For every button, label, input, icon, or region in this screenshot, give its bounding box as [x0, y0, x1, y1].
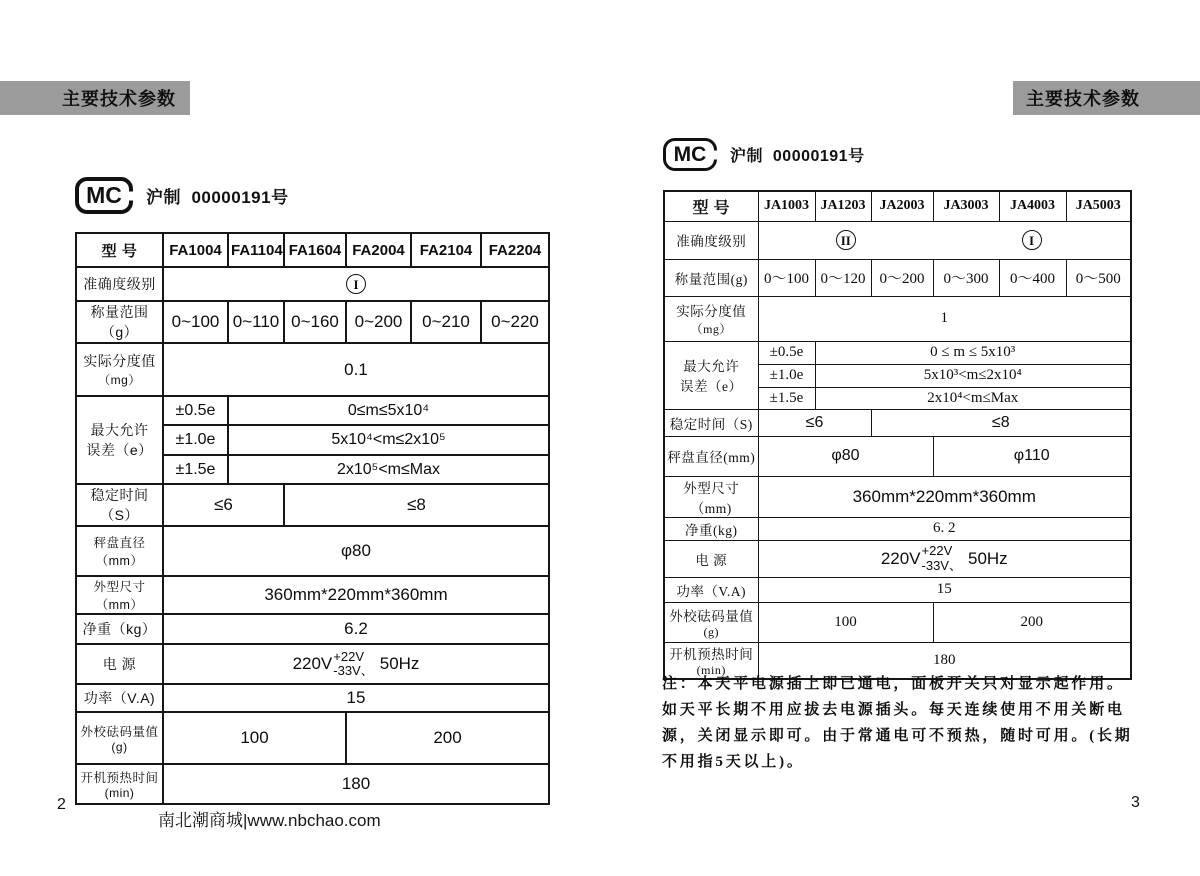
power-frequency: 50Hz — [967, 548, 1008, 568]
table-row — [76, 301, 549, 343]
row-label-dimensions: 外型尺寸（mm) — [664, 476, 758, 517]
power-prefix: 220V — [880, 548, 921, 568]
range-cell: 0~210 — [411, 301, 481, 343]
cal-weight-cell-1: 100 — [758, 602, 933, 642]
table-row — [76, 233, 549, 267]
spec-table-fa-series — [75, 232, 550, 805]
error-key-cell: ±0.5e — [758, 341, 815, 364]
division-label-line2: （mg） — [98, 373, 141, 387]
usage-note — [662, 672, 1140, 776]
row-label-warmup — [76, 764, 163, 804]
section-header-left — [0, 81, 190, 115]
table-row — [76, 267, 549, 301]
cal-weight-cell-1: 100 — [163, 712, 346, 764]
table-row — [76, 614, 549, 644]
table-row — [664, 476, 1131, 517]
table-row — [76, 684, 549, 712]
row-label-max-error — [664, 341, 758, 409]
row-label-power: 电 源 — [76, 644, 163, 684]
table-row — [76, 526, 549, 576]
division-label-line1: 实际分度值 — [83, 353, 156, 369]
error-key-cell: ±1.5e — [163, 455, 228, 484]
section-title: 主要技术参数 — [1026, 89, 1140, 109]
model-cell: FA1104 — [228, 233, 284, 267]
power-prefix: 220V — [292, 654, 333, 673]
warmup-cell: 180 — [758, 642, 1131, 679]
table-row — [76, 712, 549, 764]
table-row — [76, 644, 549, 684]
mc-logo-icon: MC — [663, 138, 717, 171]
error-value-cell: 2x10⁴<m≤Max — [815, 387, 1131, 409]
power-tolerance-minus: -33V、 — [333, 663, 374, 678]
power-tolerance-plus: +22V — [333, 648, 364, 664]
division-label-line2: （mg） — [690, 322, 732, 336]
row-label-accuracy: 准确度级别 — [664, 221, 758, 259]
section-title: 主要技术参数 — [62, 89, 176, 109]
error-value-cell: 2x10⁵<m≤Max — [228, 455, 549, 484]
row-label-model: 型 号 — [76, 233, 163, 267]
page-number-right: 3 — [1131, 794, 1140, 811]
row-label-division — [76, 343, 163, 396]
accuracy-class-cell-1 — [758, 221, 933, 259]
mc-certification-left — [75, 177, 289, 214]
table-row — [664, 577, 1131, 602]
table-row — [76, 343, 549, 396]
range-cell: 0~160 — [284, 301, 346, 343]
model-cell: JA4003 — [999, 191, 1066, 221]
row-label-weight: 净重（kg） — [76, 614, 163, 644]
division-value-cell: 0.1 — [163, 343, 549, 396]
range-cell: 0~220 — [481, 301, 549, 343]
warmup-label-line1: 开机预热时间 — [80, 771, 159, 785]
table-row — [664, 221, 1131, 259]
error-value-cell: 5x10⁴<m≤2x10⁵ — [228, 425, 549, 455]
power-cell — [163, 644, 549, 684]
row-label-cal-weight — [76, 712, 163, 764]
stability-cell-1: ≤6 — [758, 409, 871, 436]
note-line: 注：本天平电源插上即已通电，面板开关只对显示起作用。 — [662, 676, 1125, 692]
cal-weight-cell-2: 200 — [933, 602, 1131, 642]
model-cell: JA1203 — [815, 191, 871, 221]
model-cell: FA1004 — [163, 233, 228, 267]
row-label-va: 功率（V.A) — [664, 577, 758, 602]
row-label-dimensions: 外型尺寸（mm） — [76, 576, 163, 614]
row-label-range: 称量范围（g） — [76, 301, 163, 343]
accuracy-class-cell — [163, 267, 549, 301]
power-tolerance-minus: -33V、 — [921, 557, 962, 573]
model-cell: FA2004 — [346, 233, 411, 267]
error-value-cell: 0 ≤ m ≤ 5x10³ — [815, 341, 1131, 364]
mc-certification-right — [663, 138, 865, 171]
table-row — [664, 259, 1131, 296]
dimensions-cell: 360mm*220mm*360mm — [758, 476, 1131, 517]
note-line: 源，关闭显示即可。由于常通电可不预热，随时可用。(长期 — [662, 727, 1133, 744]
power-frequency: 50Hz — [379, 654, 420, 673]
error-value-cell: 5x10³<m≤2x10⁴ — [815, 364, 1131, 387]
row-label-division — [664, 296, 758, 341]
accuracy-class-mark: I — [346, 274, 366, 294]
table-row — [664, 436, 1131, 476]
model-cell: FA2204 — [481, 233, 549, 267]
power-cell — [758, 540, 1131, 577]
power-tolerance — [333, 650, 373, 679]
accuracy-class-cell-2 — [933, 221, 1131, 259]
table-row — [664, 602, 1131, 642]
error-key-cell: ±1.5e — [758, 387, 815, 409]
row-label-pan-diameter: 秤盘直径（mm） — [76, 526, 163, 576]
cal-label-line2: (g) — [703, 624, 719, 639]
table-row — [76, 396, 549, 425]
cal-label-line1: 外校砝码量值 — [669, 608, 754, 624]
table-row — [664, 191, 1131, 221]
site-watermark: 南北潮商城|www.nbchao.com — [158, 811, 381, 830]
error-key-cell: ±1.0e — [758, 364, 815, 387]
range-cell: 0~100 — [163, 301, 228, 343]
error-label-line1: 最大允许 — [683, 359, 740, 374]
error-key-cell: ±0.5e — [163, 396, 228, 425]
stability-cell-2: ≤8 — [284, 484, 549, 526]
table-row — [664, 409, 1131, 436]
row-label-model: 型 号 — [664, 191, 758, 221]
model-cell: FA2104 — [411, 233, 481, 267]
row-label-pan-diameter: 秤盘直径(mm) — [664, 436, 758, 476]
range-cell: 0～100 — [758, 259, 815, 296]
error-key-cell: ±1.0e — [163, 425, 228, 455]
pan-diameter-cell-2: φ110 — [933, 436, 1131, 476]
row-label-weight: 净重(kg) — [664, 517, 758, 540]
spec-table-ja-series — [663, 190, 1132, 680]
dimensions-cell: 360mm*220mm*360mm — [163, 576, 549, 614]
row-label-range: 称量范围(g) — [664, 259, 758, 296]
range-cell: 0～500 — [1066, 259, 1131, 296]
cal-weight-cell-2: 200 — [346, 712, 549, 764]
va-cell: 15 — [758, 577, 1131, 602]
table-row — [664, 341, 1131, 364]
range-cell: 0～120 — [815, 259, 871, 296]
table-row — [664, 517, 1131, 540]
model-cell: JA1003 — [758, 191, 815, 221]
note-line: 如天平长期不用应拔去电源插头。每天连续使用不用关断电 — [662, 701, 1125, 718]
error-label-line2: 误差（e） — [680, 379, 743, 394]
warmup-label-line1: 开机预热时间 — [669, 646, 754, 662]
power-tolerance — [922, 544, 962, 573]
cal-label-line1: 外校砝码量值 — [80, 725, 159, 739]
warmup-label-line2: (min) — [104, 786, 135, 800]
range-cell: 0～400 — [999, 259, 1066, 296]
table-row — [76, 484, 549, 526]
mc-cert-number: 沪制 00000191号 — [146, 188, 289, 207]
pan-diameter-cell-1: φ80 — [758, 436, 933, 476]
model-cell: JA3003 — [933, 191, 999, 221]
range-cell: 0~110 — [228, 301, 284, 343]
warmup-label-line2: (min) — [696, 662, 726, 677]
va-cell: 15 — [163, 684, 549, 712]
pan-diameter-cell: φ80 — [163, 526, 549, 576]
note-line: 不用指5天以上)。 — [662, 753, 805, 770]
weight-cell: 6.2 — [163, 614, 549, 644]
stability-cell-2: ≤8 — [871, 409, 1131, 436]
division-label-line1: 实际分度值 — [676, 304, 747, 319]
error-value-cell: 0≤m≤5x10⁴ — [228, 396, 549, 425]
stability-cell-1: ≤6 — [163, 484, 284, 526]
accuracy-class-mark: II — [836, 230, 856, 250]
model-cell: JA5003 — [1066, 191, 1131, 221]
page-number-left: 2 — [57, 796, 66, 813]
row-label-stability: 稳定时间（S） — [76, 484, 163, 526]
table-row — [76, 764, 549, 804]
mc-cert-number: 沪制 00000191号 — [730, 148, 865, 165]
row-label-power: 电 源 — [664, 540, 758, 577]
range-cell: 0～300 — [933, 259, 999, 296]
error-label-line2: 误差（e） — [86, 442, 153, 458]
row-label-cal-weight — [664, 602, 758, 642]
range-cell: 0~200 — [346, 301, 411, 343]
power-value — [293, 650, 420, 679]
range-cell: 0～200 — [871, 259, 933, 296]
power-value — [881, 544, 1008, 573]
table-row — [76, 576, 549, 614]
warmup-cell: 180 — [163, 764, 549, 804]
error-label-line1: 最大允许 — [90, 422, 149, 438]
section-header-right — [1013, 81, 1200, 115]
row-label-va: 功率（V.A) — [76, 684, 163, 712]
table-row — [664, 540, 1131, 577]
division-value-cell: 1 — [758, 296, 1131, 341]
table-row — [664, 296, 1131, 341]
row-label-max-error — [76, 396, 163, 484]
model-cell: FA1604 — [284, 233, 346, 267]
row-label-accuracy: 准确度级别 — [76, 267, 163, 301]
accuracy-class-mark: I — [1022, 230, 1042, 250]
weight-cell: 6. 2 — [758, 517, 1131, 540]
power-tolerance-plus: +22V — [921, 543, 953, 559]
mc-logo-icon: MC — [75, 177, 133, 214]
row-label-stability: 稳定时间（S) — [664, 409, 758, 436]
model-cell: JA2003 — [871, 191, 933, 221]
cal-label-line2: (g) — [111, 740, 128, 754]
